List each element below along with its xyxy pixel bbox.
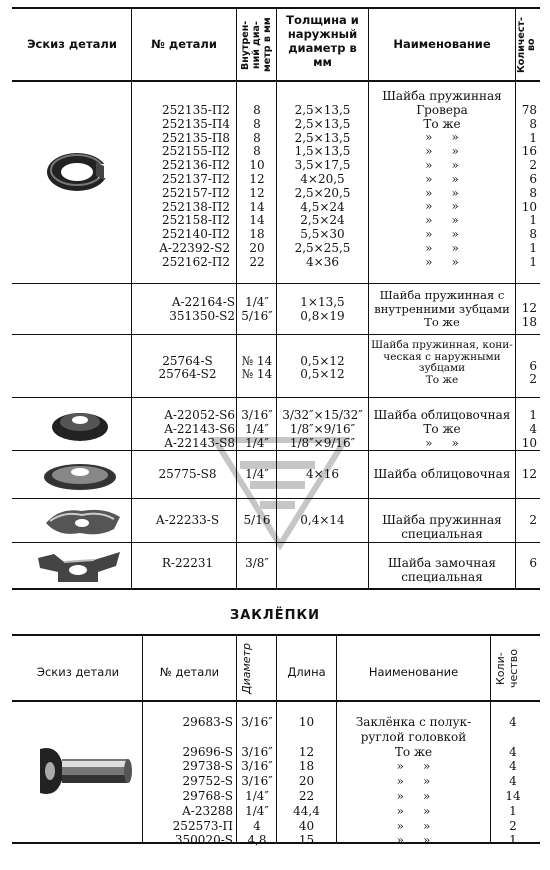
table2-numbers: [143, 715, 233, 848]
header-sketch-2: Эскиз детали: [36, 665, 120, 679]
name-cell: » »: [396, 788, 431, 803]
header-sketch: Эскиз детали: [27, 37, 117, 51]
header-diameter: Диаметр: [240, 643, 253, 695]
group3-names: [369, 340, 515, 386]
quantity-cell: 18: [521, 314, 537, 329]
thickness-cell: 4,5×24: [300, 199, 345, 214]
column-divider: [515, 7, 516, 590]
quantity-cell: 10: [521, 436, 537, 451]
name-cell: То же: [424, 315, 460, 330]
inner-diameter-cell: № 14: [241, 367, 273, 382]
name-cell: » »: [396, 759, 431, 774]
name-cell: Шайба облицовочная: [373, 467, 511, 481]
name-cell: » »: [425, 171, 459, 186]
table2-qty: [491, 715, 535, 848]
quantity-cell: 8: [529, 116, 537, 131]
header-name-2: Наименование: [368, 665, 459, 679]
quantity-cell: 14: [505, 788, 521, 803]
special-spring-washer-sketch: [40, 503, 124, 539]
quantity-cell: 1: [529, 408, 537, 422]
group2-names: [369, 289, 515, 330]
name-cell: Шайба пружинная специальная: [382, 513, 502, 541]
name-cell: » »: [425, 226, 459, 241]
inner-diameter-cell: 1/4″: [245, 467, 269, 481]
quantity-cell: 12: [521, 301, 537, 315]
group1-qty: [515, 104, 537, 270]
group3-thickness: [277, 355, 368, 382]
name-cell: » »: [425, 144, 459, 159]
watermark-logo: [205, 430, 355, 550]
quantity-cell: 2: [529, 513, 537, 527]
part-number-cell: A-22052-S6: [164, 408, 235, 422]
group7-names: [369, 556, 515, 584]
diameter-cell: 3/16″: [241, 774, 273, 789]
part-number-cell: 252158-П2: [162, 213, 230, 228]
header-length: Длина: [287, 665, 326, 679]
part-number-cell: A-22143-S6: [164, 422, 235, 437]
name-cell: » »: [396, 774, 431, 789]
thickness-cell: 3,5×17,5: [294, 158, 351, 173]
quantity-cell: 6: [529, 556, 537, 570]
thickness-cell: 1×13,5: [300, 295, 345, 309]
group1-inner: [237, 104, 277, 270]
inner-diameter-cell: 10: [249, 158, 265, 173]
part-number-cell: 252137-П2: [162, 171, 230, 186]
header-part-number-2: № детали: [159, 665, 220, 679]
group2-qty: [515, 302, 537, 329]
name-cell: Шайба пружинная, кони- ческая с наружными зубцами: [371, 339, 513, 374]
name-cell: » »: [425, 157, 459, 172]
group7-qty: [515, 556, 537, 570]
name-cell: Шайба пружинная с внутренними зубцами: [374, 288, 510, 316]
group7-inner: [237, 556, 277, 570]
diameter-cell: 3/16″: [241, 715, 273, 729]
quantity-cell: 2: [529, 372, 537, 387]
header-thickness: Толщина и наружный диаметр в мм: [286, 13, 359, 69]
header-name: Наименование: [393, 37, 491, 51]
group4-qty: [515, 408, 537, 451]
inner-diameter-cell: 1/4″: [245, 436, 269, 451]
name-cell: То же: [423, 116, 461, 131]
header-quantity: Количест- во: [516, 17, 537, 73]
group7-numbers: [140, 556, 235, 570]
inner-diameter-cell: 18: [249, 227, 265, 242]
part-number-cell: 351350-S2: [169, 308, 235, 323]
name-cell: То же: [394, 744, 433, 759]
quantity-cell: 1: [529, 130, 537, 145]
part-number-cell: A-22164-S: [171, 295, 235, 309]
part-number-cell: A-22392-S2: [159, 240, 230, 255]
quantity-cell: 1: [509, 833, 517, 848]
inner-diameter-cell: 12: [249, 171, 265, 186]
group3-inner: [237, 355, 277, 382]
part-number-cell: A-22143-S8: [164, 436, 235, 451]
name-cell: » »: [425, 130, 459, 145]
diameter-cell: 3/16″: [241, 744, 273, 759]
length-cell: 18: [298, 759, 315, 774]
group6-qty: [515, 513, 537, 527]
part-number-cell: 252157-П2: [162, 185, 230, 200]
group6-names: [369, 513, 515, 541]
quantity-cell: 4: [509, 774, 517, 789]
length-cell: 44,4: [293, 803, 320, 818]
inner-diameter-cell: 3/8″: [245, 556, 269, 570]
quantity-cell: 4: [509, 744, 517, 759]
diameter-cell: 1/4″: [245, 803, 269, 818]
quantity-cell: 6: [529, 171, 537, 186]
group2-thickness: [277, 296, 368, 323]
name-cell: » »: [425, 436, 459, 451]
name-cell: » »: [425, 185, 459, 200]
part-number-cell: 29683-S: [182, 715, 233, 729]
part-number-cell: R-22231: [161, 556, 214, 570]
inner-diameter-cell: 8: [253, 103, 261, 117]
quantity-cell: 8: [529, 227, 537, 242]
group3-numbers: [140, 355, 235, 382]
name-cell: » »: [396, 803, 431, 818]
inner-diameter-cell: 22: [249, 254, 265, 269]
quantity-cell: 1: [509, 803, 517, 818]
part-number-cell: 25764-S2: [158, 367, 217, 382]
quantity-cell: 4: [509, 759, 517, 774]
thickness-cell: 4×36: [306, 254, 339, 269]
inner-diameter-cell: 5/16″: [241, 308, 273, 323]
name-cell: » »: [425, 213, 459, 228]
part-number-cell: 252162-П2: [162, 254, 230, 269]
table2-names: [337, 715, 490, 848]
group5-names: [369, 467, 515, 481]
thickness-cell: 2,5×20,5: [294, 185, 351, 200]
length-cell: 15: [298, 833, 315, 848]
part-number-cell: 252135-П8: [162, 130, 230, 145]
header-inner-diameter: Внутрен- ний диа- метр в мм: [240, 17, 273, 73]
inner-diameter-cell: 8: [253, 130, 261, 145]
name-cell: Заклёнка с полук- руглой головкой: [355, 715, 472, 744]
inner-diameter-cell: 8: [253, 144, 261, 159]
part-number-cell: 252155-П2: [162, 144, 230, 159]
thickness-cell: 1/8″×9/16″: [289, 422, 356, 437]
thickness-cell: 1/8″×9/16″: [289, 436, 356, 451]
part-number-cell: 350020-S: [174, 833, 233, 848]
quantity-cell: 2: [529, 158, 537, 173]
thickness-cell: 2,5×13,5: [294, 130, 351, 145]
quantity-cell: 1: [529, 240, 537, 255]
inner-diameter-cell: 1/4″: [245, 422, 269, 437]
group1-numbers: [140, 104, 230, 270]
length-cell: 22: [298, 788, 315, 803]
part-number-cell: 29752-S: [182, 774, 233, 789]
part-number-cell: 252140-П2: [162, 227, 230, 242]
thickness-cell: 0,5×12: [300, 354, 345, 368]
thickness-cell: 2,5×25,5: [294, 240, 351, 255]
part-number-cell: 252573-П: [172, 818, 233, 833]
part-number-cell: 29738-S: [182, 759, 233, 774]
facing-washer-sketch: [48, 405, 112, 445]
length-cell: 12: [298, 744, 315, 759]
inner-diameter-cell: 5/16: [243, 513, 271, 527]
name-cell: » »: [425, 254, 459, 269]
inner-diameter-cell: 20: [249, 240, 265, 255]
lock-washer-sketch: [34, 548, 124, 586]
part-number-cell: 252136-П2: [162, 158, 230, 173]
thickness-cell: 0,4×14: [300, 513, 345, 527]
thickness-cell: 0,5×12: [300, 367, 345, 382]
length-cell: 10: [298, 715, 315, 729]
facing-washer-2-sketch: [40, 455, 120, 493]
inner-diameter-cell: 8: [253, 116, 261, 131]
spring-washer-sketch: [44, 150, 110, 194]
name-cell: » »: [425, 240, 459, 255]
inner-diameter-cell: 14: [249, 213, 265, 228]
inner-diameter-cell: 3/16″: [241, 408, 273, 422]
thickness-cell: 2,5×13,5: [294, 103, 351, 117]
name-cell: То же: [423, 422, 461, 437]
part-number-cell: 252135-П4: [162, 116, 230, 131]
group2-inner: [237, 296, 277, 323]
group5-qty: [515, 467, 537, 481]
part-number-cell: 25764-S: [162, 354, 213, 368]
group1-names: [369, 90, 515, 269]
part-number-cell: A-23288: [182, 803, 233, 818]
quantity-cell: 2: [509, 818, 517, 833]
thickness-cell: 1,5×13,5: [294, 144, 351, 159]
thickness-cell: 5,5×30: [300, 227, 345, 242]
group2-numbers: [140, 296, 235, 323]
part-number-cell: 29696-S: [182, 744, 233, 759]
quantity-cell: 4: [529, 422, 537, 437]
table2-diameter: [237, 715, 277, 848]
rivet-sketch: [36, 745, 134, 797]
thickness-cell: 4×16: [306, 467, 339, 481]
name-cell: » »: [396, 833, 431, 848]
part-number-cell: 252138-П2: [162, 199, 230, 214]
section-title-rivets: ЗАКЛЁПКИ: [230, 608, 320, 623]
thickness-cell: 2,5×24: [300, 213, 345, 228]
quantity-cell: 12: [521, 467, 537, 481]
inner-diameter-cell: 14: [249, 199, 265, 214]
name-cell: » »: [425, 199, 459, 214]
name-cell: То же: [425, 373, 459, 386]
thickness-cell: 4×20,5: [300, 171, 345, 186]
part-number-cell: A-22233-S: [155, 513, 220, 527]
group1-thickness: [277, 104, 368, 270]
header-part-number: № детали: [151, 37, 217, 51]
table2-length: [277, 715, 336, 848]
name-cell: » »: [396, 818, 431, 833]
quantity-cell: 10: [521, 199, 537, 214]
name-cell: Шайба пружинная Гровера: [382, 89, 502, 117]
quantity-cell: 1: [529, 213, 537, 228]
inner-diameter-cell: 1/4″: [245, 295, 269, 309]
quantity-cell: 78: [521, 103, 537, 117]
inner-diameter-cell: № 14: [241, 354, 273, 368]
diameter-cell: 4: [253, 818, 261, 833]
name-cell: Шайба облицовочная: [373, 408, 511, 422]
part-number-cell: 252135-П2: [162, 103, 230, 117]
quantity-cell: 6: [529, 359, 537, 373]
name-cell: Шайба замочная специальная: [388, 556, 496, 584]
diameter-cell: 3/16″: [241, 759, 273, 774]
inner-diameter-cell: 12: [249, 185, 265, 200]
quantity-cell: 8: [529, 185, 537, 200]
thickness-cell: 3/32″×15/32″: [282, 408, 363, 422]
quantity-cell: 4: [509, 715, 517, 729]
length-cell: 40: [298, 818, 315, 833]
group4-names: [369, 408, 515, 451]
header-quantity-2: Коли- чество: [494, 649, 520, 689]
part-number-cell: 25775-S8: [158, 467, 217, 481]
thickness-cell: 2,5×13,5: [294, 116, 351, 131]
diameter-cell: 4,8: [247, 833, 267, 848]
quantity-cell: 16: [521, 144, 537, 159]
part-number-cell: 29768-S: [182, 788, 233, 803]
thickness-cell: 0,8×19: [300, 308, 345, 323]
column-divider: [131, 7, 132, 590]
diameter-cell: 1/4″: [245, 788, 269, 803]
group3-qty: [515, 360, 537, 387]
quantity-cell: 1: [529, 254, 537, 269]
length-cell: 20: [298, 774, 315, 789]
